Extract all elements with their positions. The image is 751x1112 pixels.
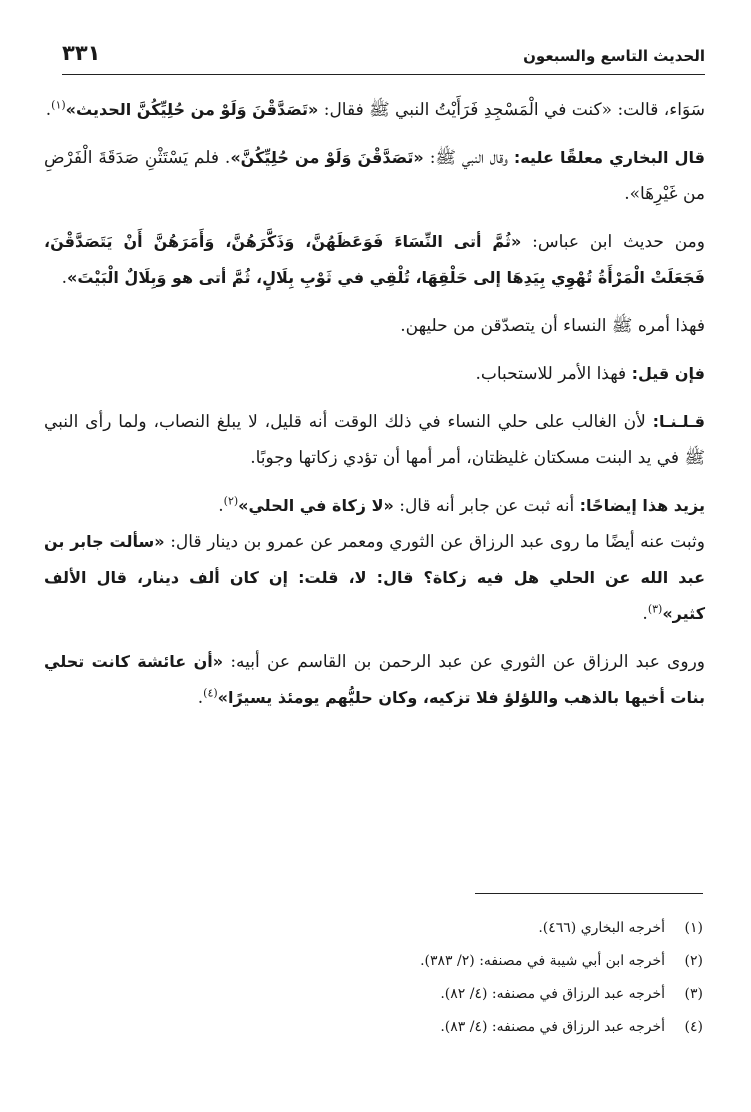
p8-end: . (642, 604, 648, 624)
page-number: ٣٣١ (62, 41, 101, 65)
p3-end: . (61, 268, 68, 288)
p9-text: وروى عبد الرزاق عن الثوري عن عبد الرحمن بن القاسم عن أبيه: (223, 652, 705, 672)
paragraph-4 (44, 308, 705, 344)
p7-end: . (218, 496, 224, 516)
footnote-number: (٢) (684, 953, 703, 969)
footnote-number: (٤) (684, 1019, 703, 1035)
footnote-ref-4[interactable]: (٤) (203, 686, 218, 700)
paragraph-7 (44, 488, 705, 524)
footnote-item (60, 945, 703, 978)
footnote-number: (٣) (684, 986, 703, 1002)
page-header (62, 40, 705, 75)
p4-text: فهذا أمره ﷺ النساء أن يتصدّقن من حليهن. (400, 316, 705, 336)
footnote-text: أخرجه ابن أبي شيبة في مصنفه: (٢/ ٣٨٣). (420, 953, 665, 969)
paragraph-3 (44, 224, 705, 296)
p2-hadith-quote: «تَصَدَّقْنَ وَلَوْ من حُلِيِّكُنَّ» (230, 148, 424, 167)
footnotes (60, 912, 703, 1044)
main-text (44, 92, 705, 728)
p8-quote: «سألت جابر بن عبد الله عن الحلي هل فيه زكاة؟ قال: لا، قلت: إن كان ألف دينار، قال الألف كثير» (44, 532, 705, 623)
p2-lead: قال البخاري معلقًا عليه: (513, 148, 705, 167)
p1-end: . (45, 100, 52, 120)
p2-text-2: . فلم يَسْتَثْنِ صَدَقَةَ الْفَرْضِ من غَيْرِهَا». (44, 148, 705, 204)
footnote-number: (١) (684, 920, 703, 936)
footnote-item (60, 978, 703, 1011)
p3-text: ومن حديث ابن عباس: (521, 232, 705, 252)
footnote-ref-3[interactable]: (٣) (647, 602, 663, 616)
footnote-item (60, 1011, 703, 1044)
p5-lead: فإن قيل: (631, 364, 705, 383)
p9-end: . (197, 688, 204, 708)
footnote-item (60, 912, 703, 945)
p5-text: فهذا الأمر للاستحباب. (475, 364, 632, 384)
p2-text: وقال النبي ﷺ: (423, 148, 514, 168)
footnote-text: أخرجه عبد الرزاق في مصنفه: (٤/ ٨٢). (440, 986, 665, 1002)
p9-quote: «أن عائشة كانت تحلي بنات أخيها بالذهب واللؤلؤ فلا تزكيه، وكان حليُّهم يومئذ يسيرًا» (44, 652, 705, 707)
footnote-ref-1[interactable]: (١) (51, 98, 66, 112)
p7-lead: يزيد هذا إيضاحًا: (579, 496, 705, 515)
paragraph-6 (44, 404, 705, 476)
footnote-text: أخرجه البخاري (٤٦٦). (538, 920, 665, 936)
paragraph-1 (44, 92, 705, 128)
p1-hadith-quote: «تَصَدَّقْنَ وَلَوْ من حُلِيِّكُنَّ الحديث» (65, 100, 319, 119)
paragraph-2 (44, 140, 705, 212)
chapter-title: الحديث التاسع والسبعون (523, 47, 705, 65)
p6-lead: قـلـنـا: (652, 412, 705, 431)
p1-text: سَوَاء، قالت: «كنت في الْمَسْجِدِ فَرَأَيْتُ النبي ﷺ فقال: (318, 100, 705, 120)
footnote-text: أخرجه عبد الرزاق في مصنفه: (٤/ ٨٣). (440, 1019, 665, 1035)
p8-text: وثبت عنه أيضًا ما روى عبد الرزاق عن الثوري ومعمر عن عمرو بن دينار قال: (164, 532, 705, 552)
p7-text: أنه ثبت عن جابر أنه قال: (393, 496, 580, 516)
footnote-ref-2[interactable]: (٢) (223, 494, 239, 508)
p7-quote: «لا زكاة في الحلي» (238, 496, 394, 515)
footnote-separator (475, 893, 703, 894)
p6-text: لأن الغالب على حلي النساء في ذلك الوقت أنه قليل، لا يبلغ النصاب، ولما رأى النبي ﷺ في يد البنت مسكتان غليظتان، أمر أمها أن تؤدي زكاتها وجوبًا. (44, 412, 705, 468)
paragraph-8 (44, 524, 705, 632)
paragraph-9 (44, 644, 705, 716)
p3-hadith-quote: «ثُمَّ أتى النِّسَاءَ فَوَعَظَهُنَّ، وَذَكَّرَهُنَّ، وَأَمَرَهُنَّ أَنْ يَتَصَدَّقْنَ، فَجَعَلَتْ الْمَرْأَةُ تُهْوِي بِيَدِهَا إلى حَلْقِهَا، تُلْقِي في ثَوْبِ بِلَالٍ، ثُمَّ أتى هو وَبِلَالٌ الْبَيْتَ» (44, 232, 705, 287)
paragraph-5 (44, 356, 705, 392)
